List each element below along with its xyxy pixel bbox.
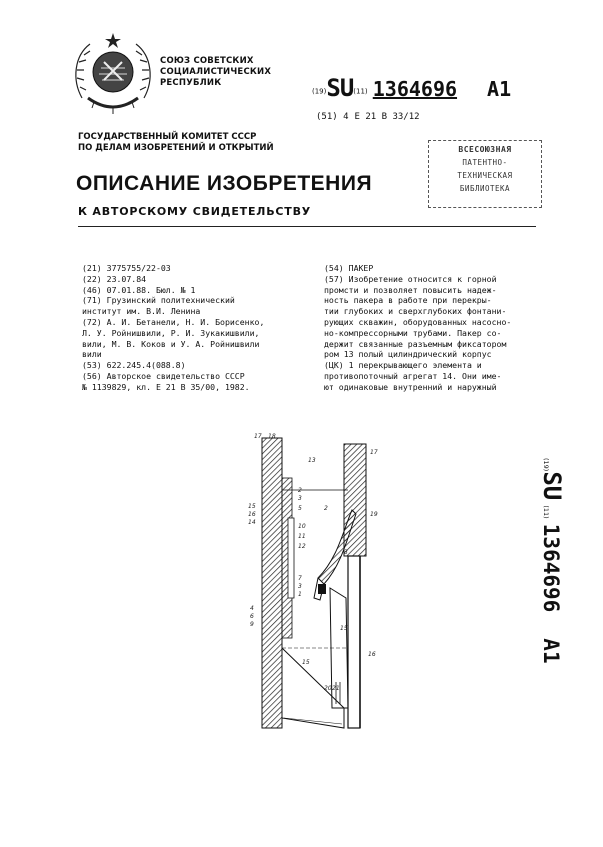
bibliographic-data: [82, 263, 308, 393]
figure-label: 3: [298, 583, 302, 590]
packer-drawing: [248, 428, 408, 740]
figure-label: 1: [298, 591, 302, 598]
stamp-line: ТЕХНИЧЕСКАЯ: [457, 171, 513, 180]
figure-label: 3: [298, 495, 302, 502]
inid-code-51: (51) 4: [316, 112, 349, 122]
biblio-line: вили: [82, 349, 102, 360]
abstract-line: (57) Изобретение относится к горной: [324, 273, 497, 284]
figure-label: 16: [248, 511, 256, 518]
committee-line: ПО ДЕЛАМ ИЗОБРЕТЕНИЙ И ОТКРЫТИЙ: [78, 143, 274, 153]
abstract-line: противопоточный агрегат 14. Они име-: [324, 370, 502, 381]
inid-code-19: (19): [542, 458, 550, 472]
biblio-line: (22) 23.07.84: [82, 273, 147, 284]
abstract-line: (54) ПАКЕР: [324, 263, 374, 273]
biblio-line: вили, М. В. Коков и У. А. Ройнишвили: [82, 338, 260, 349]
figure-label: 17: [254, 433, 262, 440]
figure-label: 15: [248, 503, 256, 510]
figure-label: 14: [248, 519, 256, 526]
abstract-line: ром 13 полый цилиндрический корпус: [324, 349, 492, 360]
state-line: СОЮЗ СОВЕТСКИХ: [160, 56, 254, 66]
figure-label: 2: [298, 487, 302, 494]
biblio-line: Л. У. Ройнишвили, Р. И. Зукакишвили,: [82, 327, 260, 338]
document-title: ОПИСАНИЕ ИЗОБРЕТЕНИЯ: [76, 172, 373, 195]
figure-label: 10: [298, 523, 306, 530]
biblio-line: институт им. В.И. Ленина: [82, 306, 201, 317]
biblio-line: № 1139829, кл. Е 21 В 35/00, 1982.: [82, 381, 250, 392]
figure-label: 3: [344, 549, 348, 556]
figure-label: 15: [302, 659, 310, 666]
inid-code-11: (11): [542, 505, 550, 519]
biblio-line: (71) Грузинский политехнический: [82, 295, 235, 306]
figure-label: 6: [250, 613, 254, 620]
country-code: SU: [538, 471, 566, 501]
patent-number: 1364696: [539, 523, 563, 613]
patent-number: 1364696: [372, 77, 458, 101]
header-divider: [78, 226, 536, 227]
abstract-line: ют одинаковые внутренний и наружный: [324, 381, 497, 392]
abstract-line: рующих скважин, оборудованных насосно-: [324, 316, 512, 327]
stamp-line: ВСЕСОЮЗНАЯ: [458, 145, 512, 154]
document-subtitle: К АВТОРСКОМУ СВИДЕТЕЛЬСТВУ: [78, 205, 312, 218]
abstract-line: тии глубоких и сверхглубоких фонтани-: [324, 306, 507, 317]
ussr-emblem: [68, 28, 158, 118]
abstract-line: держит связанные разъемным фиксатором: [324, 338, 507, 349]
figure-label: 20: [324, 685, 332, 692]
committee-name: [78, 132, 274, 154]
stamp-line: ПАТЕНТНО-: [462, 158, 508, 167]
biblio-line: (72) А. И. Бетанели, Н. И. Борисенко,: [82, 316, 265, 327]
country-code: SU: [326, 74, 354, 102]
publication-number: [312, 74, 511, 102]
state-line: СОЦИАЛИСТИЧЕСКИХ: [160, 67, 272, 77]
figure-label: 2: [324, 505, 328, 512]
figure-label: 19: [370, 511, 378, 518]
ipc-classification: [316, 112, 426, 122]
state-name: [160, 56, 271, 89]
abstract-line: (ЦК) 1 перекрывающего элемента и: [324, 360, 482, 371]
abstract: [324, 263, 546, 393]
stamp-line: БИБЛИОТЕКА: [459, 184, 511, 193]
kind-code: A1: [487, 77, 512, 101]
figure-label: 5: [298, 505, 302, 512]
figure-label: 9: [250, 621, 254, 628]
figure-label: 21: [332, 685, 340, 692]
abstract-line: промсти и позволяет повысить надеж-: [324, 284, 497, 295]
figure-label: 4: [250, 605, 254, 612]
library-stamp: [428, 140, 542, 208]
figure-label: 15: [340, 625, 348, 632]
biblio-line: (21) 3775755/22-03: [82, 263, 171, 273]
committee-line: ГОСУДАРСТВЕННЫЙ КОМИТЕТ СССР: [78, 132, 257, 142]
figure-label: 16: [368, 651, 376, 658]
biblio-line: (53) 622.245.4(088.8): [82, 360, 186, 371]
figure-label: 18: [268, 433, 276, 440]
abstract-line: ность пакера в работе при перекры-: [324, 295, 492, 306]
abstract-line: но-компрессорными трубами. Пакер со-: [324, 327, 502, 338]
figure-label: 17: [370, 449, 378, 456]
biblio-line: (56) Авторское свидетельство СССР: [82, 370, 245, 381]
inid-code-19: (19): [312, 87, 327, 96]
figure-label: 13: [308, 457, 316, 464]
inid-code-11: (11): [353, 87, 368, 96]
biblio-line: (46) 07.01.88. Бюл. № 1: [82, 284, 196, 295]
state-line: РЕСПУБЛИК: [160, 78, 222, 88]
figure-label: 11: [298, 533, 306, 540]
figure-label: 12: [298, 543, 306, 550]
vertical-publication-number: [538, 458, 588, 698]
kind-code: A1: [539, 638, 563, 664]
figure-label: 7: [298, 575, 302, 582]
ipc-code: E 21 B 33/12: [354, 112, 420, 122]
